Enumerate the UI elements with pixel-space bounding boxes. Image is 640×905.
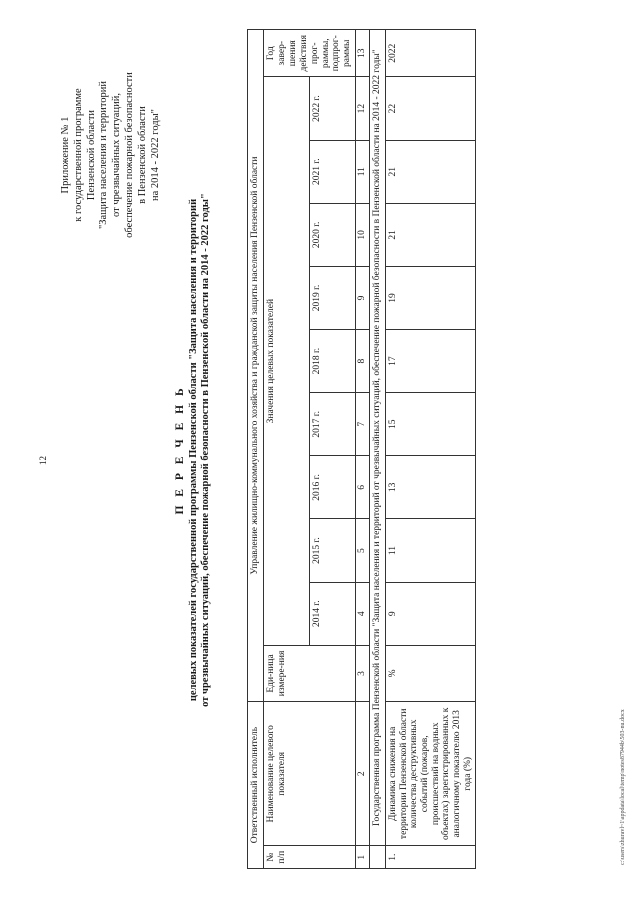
header-indicator-name: Наименование целевого показателя [263,702,355,846]
header-values: Значения целевых показателей [263,77,309,645]
indicators-table [247,29,476,869]
header-year: 2022 г. [310,77,356,140]
column-number: 2 [356,702,370,846]
appendix-line: обеспечение пожарной безопасности [123,72,135,238]
appendix-line: Пензенской области [85,109,97,201]
column-number: 1 [356,846,370,869]
row-value: 13 [386,456,476,519]
column-number: 5 [356,519,370,582]
header-year: 2019 г. [310,266,356,329]
row-value: 21 [386,203,476,266]
column-number: 3 [356,645,370,701]
row-value: 15 [386,393,476,456]
title-heading: П Е Р Е Ч Е Н Ь [174,385,186,515]
row-value: 19 [386,266,476,329]
column-numbers-row [356,30,370,869]
row-value: 17 [386,330,476,393]
appendix-line: на 2014 - 2022 годы" [149,109,161,201]
header-year: 2020 г. [310,203,356,266]
document-title [174,35,213,865]
row-indicator-name: Динамика снижения на территории Пензенской области количества деструктивных событий (пожаров, происшествий на водных объектах) зарегистрированных к аналогичному показателю 2013 года (%) [386,702,476,846]
column-number: 10 [356,203,370,266]
section-title: Государственная программа Пензенской области "Защита населения и территорий от чрезвычайных ситуаций, обеспечение пожарной безопасности в Пензенской области на 2014 - 2022 годы" [370,30,386,846]
header-row-1 [263,30,309,869]
header-year: 2016 г. [310,456,356,519]
column-number: 7 [356,393,370,456]
header-year: 2015 г. [310,519,356,582]
column-number: 11 [356,140,370,203]
header-number: № п/п [263,846,355,869]
section-spacer [370,846,386,869]
appendix-line: "Защита населения и территорий [98,80,110,230]
section-row [370,30,386,869]
executor-label: Ответственный исполнитель [248,702,264,869]
header-end-year: Год завер-шения действия прог-раммы, подпрог-раммы [263,30,355,78]
header-unit: Еди-ница измере-ния [263,645,355,701]
table-row [386,30,476,869]
column-number: 12 [356,77,370,140]
row-number: 1. [386,846,476,869]
title-line-2: от чрезвычайных ситуаций, обеспечение пожарной безопасности в Пензенской области на 2014 - 2022 годы" [200,193,212,707]
header-year: 2014 г. [310,582,356,645]
row-value: 21 [386,140,476,203]
appendix-line: к государственной программе [72,88,84,222]
appendix-line: Приложение № 1 [60,116,71,194]
page-number: 12 [38,456,48,465]
file-path-footer: c:\users\zhuravl~1\appdata\local\temp\notes87944b\503-nu.docx [620,709,626,865]
row-unit: % [386,645,476,701]
row-end-year: 2022 [386,30,476,78]
row-value: 9 [386,582,476,645]
column-number: 9 [356,266,370,329]
title-line-1: целевых показателей государственной программы Пензенской области "Защита населения и территорий [187,198,199,702]
header-year: 2018 г. [310,330,356,393]
column-number: 13 [356,30,370,78]
column-number: 4 [356,582,370,645]
row-value: 22 [386,77,476,140]
row-value: 11 [386,519,476,582]
appendix-note [60,5,162,305]
column-number: 6 [356,456,370,519]
header-year: 2017 г. [310,393,356,456]
appendix-line: от чрезвычайных ситуаций, [111,93,123,217]
executor-row [248,30,264,869]
column-number: 8 [356,330,370,393]
appendix-line: в Пензенской области [136,106,148,204]
executor-value: Управление жилищно-коммунального хозяйства и гражданской защиты населения Пензенской области [248,30,264,702]
header-year: 2021 г. [310,140,356,203]
